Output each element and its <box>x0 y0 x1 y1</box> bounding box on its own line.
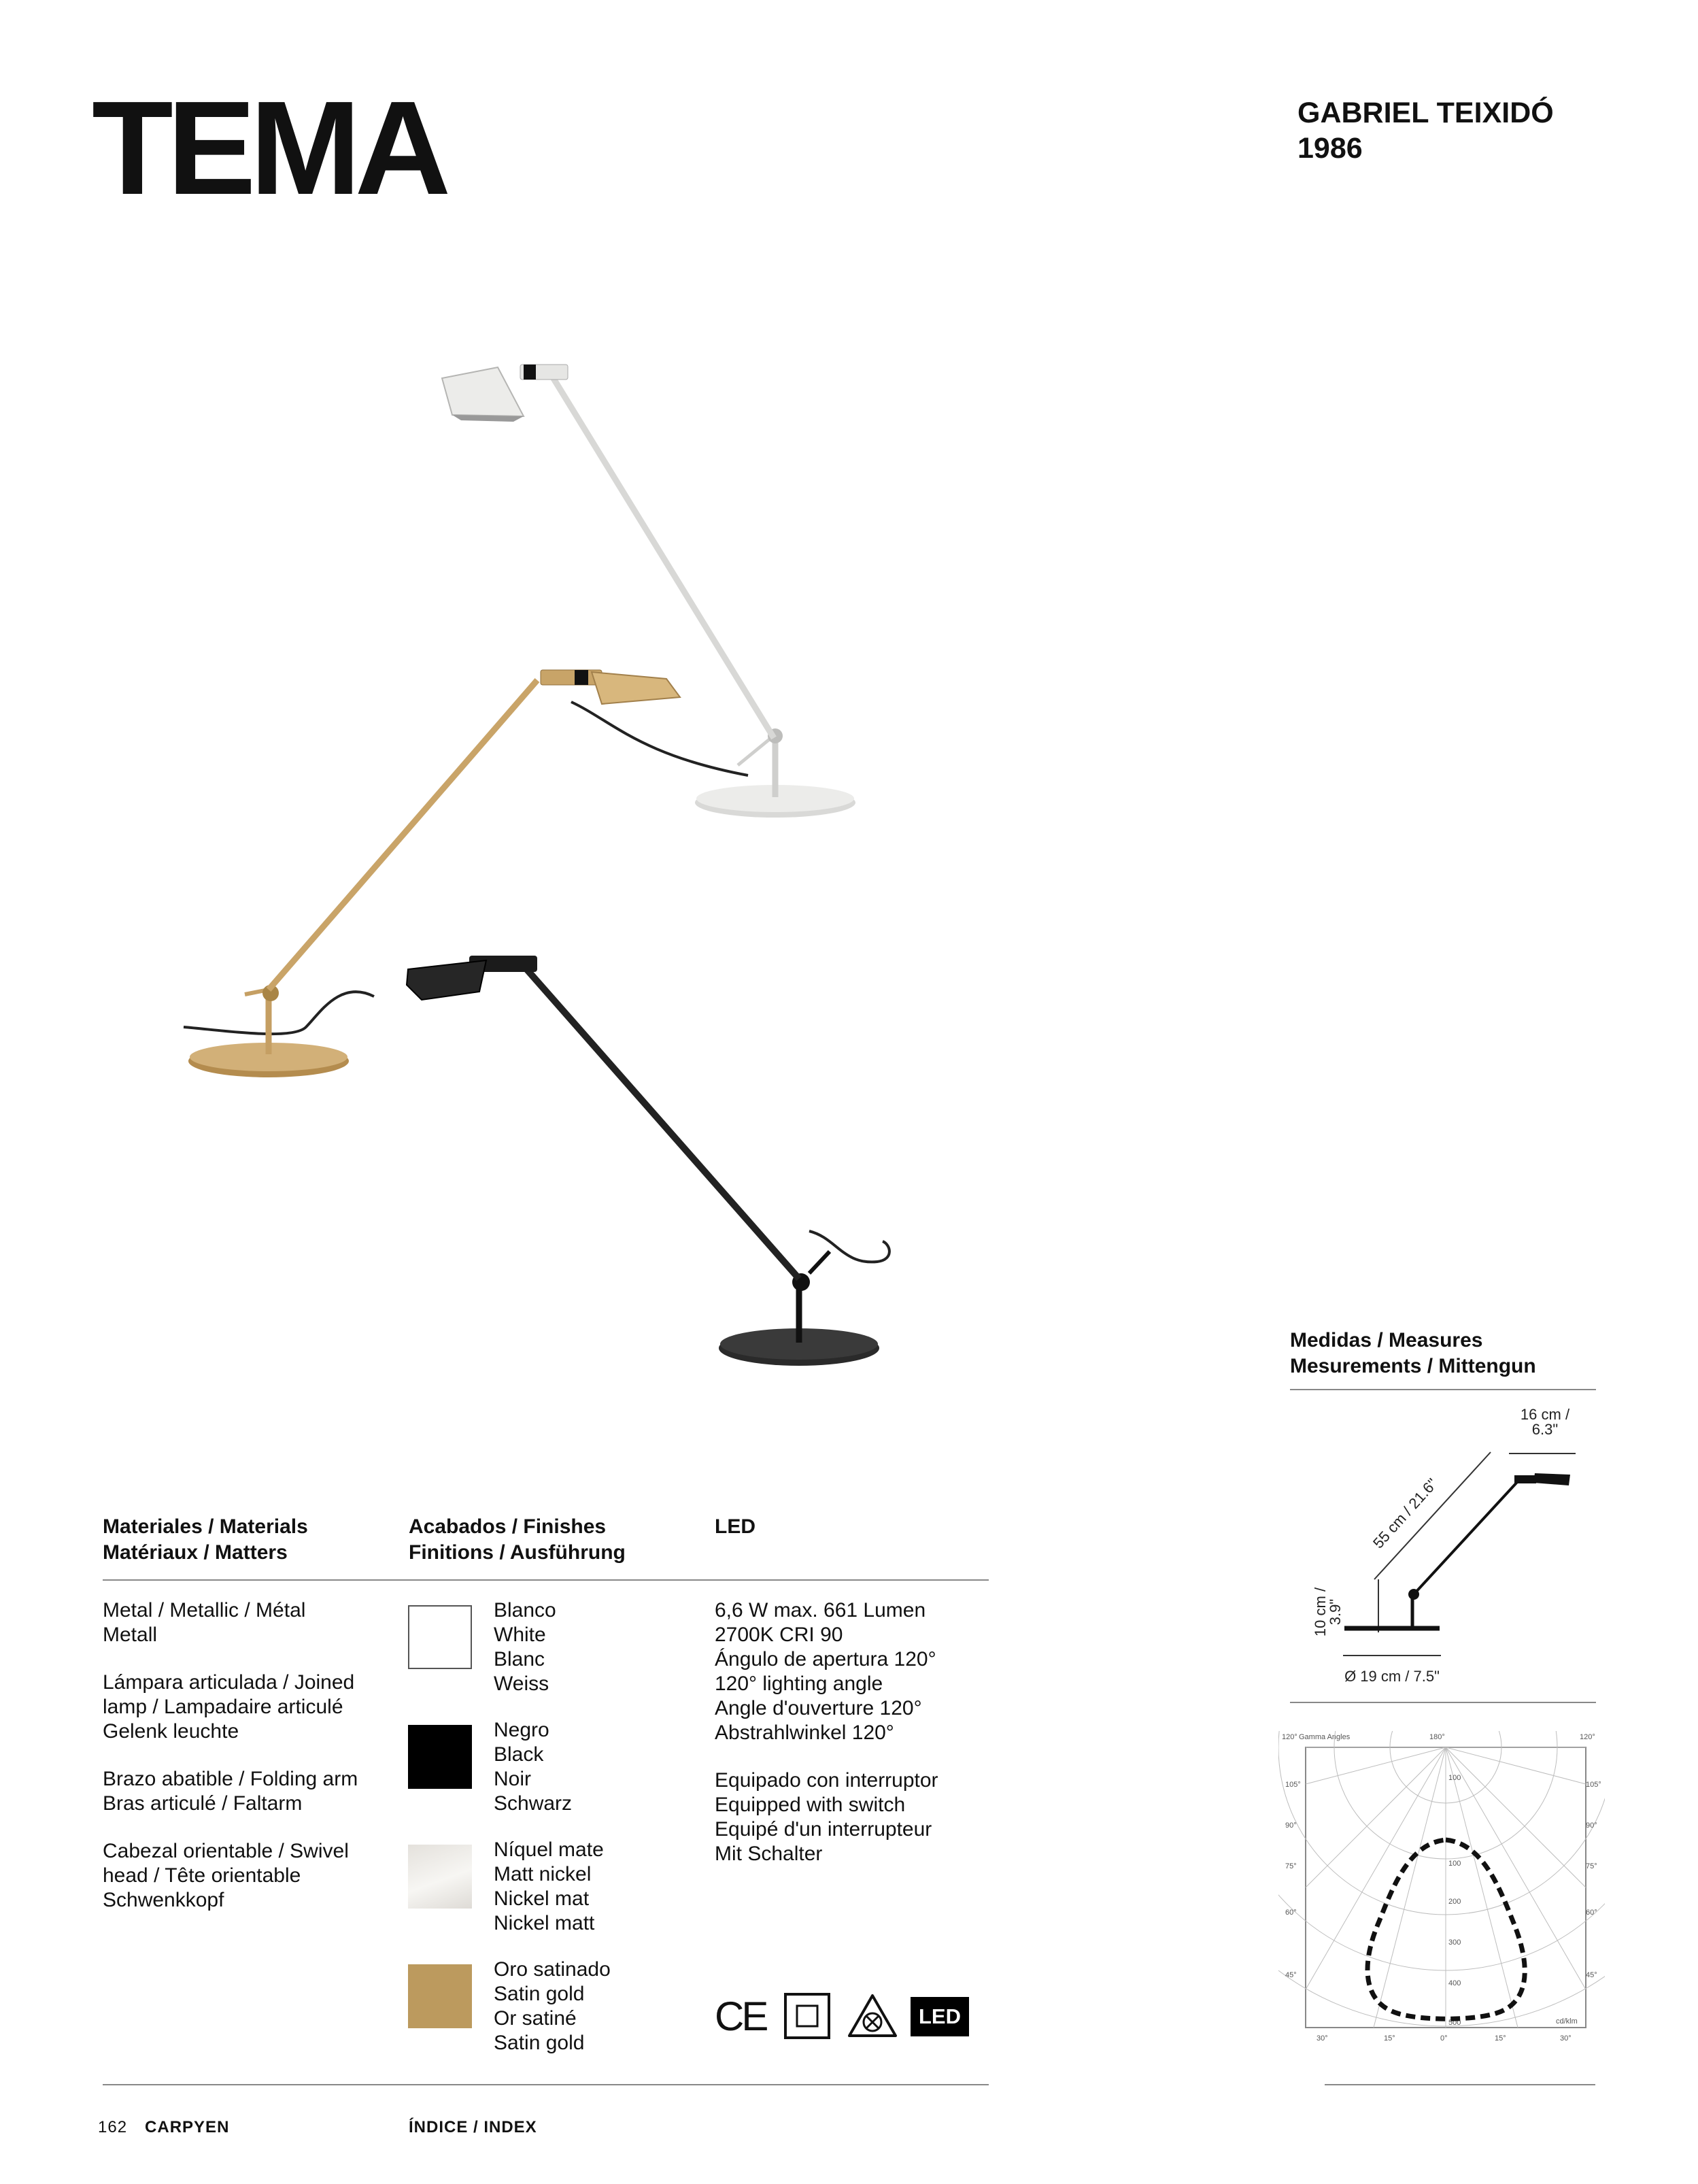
angle-label: 15° <box>1495 2034 1506 2043</box>
angle-label: 0° <box>1440 2034 1448 2043</box>
led-specs <box>715 1598 994 1889</box>
radial-value: 300 <box>1448 1938 1461 1947</box>
angle-label: 90° <box>1285 1821 1297 1830</box>
measures-header: Medidas / Measures Mesurements / Mittengun <box>1290 1329 1536 1377</box>
footer-page-brand <box>98 2118 229 2137</box>
angle-label: 75° <box>1586 1862 1597 1870</box>
angle-label: 75° <box>1285 1862 1297 1870</box>
lamp-gold-image <box>184 670 680 1077</box>
angle-label: 105° <box>1586 1781 1601 1789</box>
spec-divider <box>103 1579 989 1581</box>
photometric-diagram <box>1278 1731 1605 2057</box>
label-line: 3.9" <box>1327 1598 1344 1626</box>
measures-divider <box>1290 1389 1596 1390</box>
brand-name: CARPYEN <box>145 2118 230 2136</box>
footer-divider-right <box>1325 2084 1595 2085</box>
radial-value: 100 <box>1448 1774 1461 1782</box>
material-item: Lámpara articulada / Joined lamp / Lampadaire articulé Gelenk leuchte <box>103 1671 355 1743</box>
unit-label: cd/klm <box>1556 2017 1578 2026</box>
dimension-drawing <box>1290 1394 1596 1694</box>
angle-label: 15° <box>1384 2034 1395 2043</box>
footer-divider <box>103 2084 989 2085</box>
product-image <box>122 340 938 1388</box>
label-line: 6.3" <box>1531 1421 1559 1438</box>
angle-label: 30° <box>1317 2034 1328 2043</box>
angle-label: 30° <box>1560 2034 1572 2043</box>
double-insulation-icon <box>783 1992 831 2040</box>
material-item: Metal / Metallic / Métal Metall <box>103 1599 306 1646</box>
light-distribution-curve <box>1368 1840 1525 2019</box>
index-link[interactable]: ÍNDICE / INDEX <box>409 2118 537 2136</box>
led-badge: LED <box>911 1997 969 2036</box>
lamp-white-image <box>442 365 855 818</box>
radial-value: 400 <box>1448 1979 1461 1987</box>
lamp-black-image <box>407 956 889 1366</box>
swatch-white <box>408 1605 472 1669</box>
angle-label: 120° <box>1282 1733 1297 1741</box>
angle-label: 120° <box>1580 1733 1595 1741</box>
angle-label: 90° <box>1586 1821 1597 1830</box>
polar-title: Gamma Angles <box>1299 1733 1351 1741</box>
base-diameter-label: Ø 19 cm / 7.5" <box>1344 1668 1440 1685</box>
led-spec-item: Equipado con interruptor Equipped with switch Equipé d'un interrupteur Mit Schalter <box>715 1769 938 1865</box>
finish-black-names: Negro Black Noir Schwarz <box>494 1719 573 1815</box>
page-number: 162 <box>98 2118 128 2136</box>
designer-name: GABRIEL TEIXIDÓ <box>1297 97 1554 129</box>
ce-mark-icon: CE <box>715 1994 766 2039</box>
material-item: Brazo abatible / Folding arm Bras articulé / Faltarm <box>103 1768 358 1815</box>
photometric-divider <box>1290 1702 1596 1703</box>
product-title: TEMA <box>92 73 445 222</box>
angle-label: 60° <box>1586 1909 1597 1917</box>
finish-gold-names: Oro satinado Satin gold Or satiné Satin gold <box>494 1958 611 2054</box>
design-year: 1986 <box>1297 132 1363 165</box>
swatch-matt-nickel <box>408 1845 472 1909</box>
head-width-label-1: 16 cm / 6.3" <box>1520 1406 1570 1438</box>
angle-label: 105° <box>1285 1781 1301 1789</box>
arm-length-label: 55 cm / 21.6" <box>1370 1475 1441 1552</box>
height-label: 10 cm /3.9" <box>1312 1587 1344 1637</box>
swatch-satin-gold <box>408 1964 472 2028</box>
angle-label: 45° <box>1285 1971 1297 1979</box>
radial-value: 500 <box>1448 2019 1461 2027</box>
finish-nickel-names: Níquel mate Matt nickel Nickel mat Nickel matt <box>494 1838 604 1934</box>
material-item: Cabezal orientable / Swivel head / Tête orientable Schwenkkopf <box>103 1840 349 1911</box>
materials-list <box>103 1598 395 1936</box>
designer-info <box>1297 95 1554 166</box>
finishes-header: Acabados / Finishes Finitions / Ausführung <box>409 1515 626 1564</box>
led-header: LED <box>715 1515 755 1538</box>
furniture-mounting-icon <box>847 1992 898 2040</box>
finish-white-names: Blanco White Blanc Weiss <box>494 1599 556 1695</box>
led-spec-item: 6,6 W max. 661 Lumen 2700K CRI 90 Ángulo de apertura 120° 120° lighting angle Angle d'ouverture 120° Abstrahlwinkel 120° <box>715 1599 936 1744</box>
radial-value: 200 <box>1448 1898 1461 1906</box>
angle-label: 180° <box>1429 1733 1445 1741</box>
swatch-black <box>408 1725 472 1789</box>
materials-header: Materiales / Materials Matériaux / Matters <box>103 1515 308 1564</box>
angle-label: 45° <box>1586 1971 1597 1979</box>
angle-label: 60° <box>1285 1909 1297 1917</box>
radial-value: 100 <box>1448 1860 1461 1868</box>
